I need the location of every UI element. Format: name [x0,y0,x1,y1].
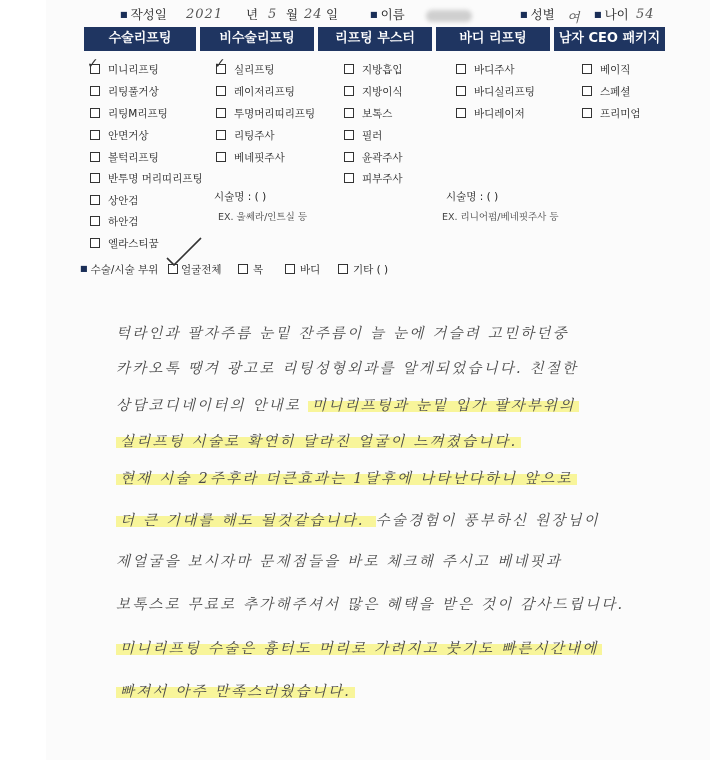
item-label: 리팅M리프팅 [108,108,168,120]
item-label: 얼굴전체 [181,264,222,276]
checkbox-item[interactable] [344,106,392,121]
checkbox[interactable] [90,216,100,226]
checkbox[interactable] [216,152,226,162]
checkbox[interactable] [216,86,226,96]
procedure-example-right: EX. 리니어펌/베네핏주사 등 [442,212,559,223]
name-label: 이름 [380,7,405,22]
checkmark-icon: ✓ [87,56,99,72]
highlighted-text: 실리프팅 시술로 확연히 달라진 얼굴이 느껴졌습니다. [116,434,521,450]
checkbox-item[interactable] [582,62,630,77]
item-label: 기타 ( ) [353,264,389,276]
date-year: 2021 [186,7,224,22]
checkbox-item[interactable] [90,84,159,99]
item-label: 보톡스 [362,108,393,120]
item-label: 리팅풀거상 [108,86,159,98]
item-label: 실리프팅 [234,64,275,76]
checkbox-item[interactable] [344,62,403,77]
procedure-name-right[interactable]: 시술명 : ( ) [446,191,499,203]
procedure-example-left: EX. 울쎄라/인트실 등 [218,212,308,223]
day-unit: 일 [326,7,339,22]
checkbox-item[interactable] [216,150,285,165]
year-unit: 년 [246,7,259,22]
item-label: 하안검 [108,216,139,228]
item-label: 바디주사 [474,64,515,76]
age-label-wrap: ■ 나이 [594,7,629,22]
item-label: 피부주사 [362,173,403,185]
item-label: 상안검 [108,195,139,207]
date-day: 24 [304,7,323,22]
checkbox[interactable] [90,238,100,248]
item-label: 반투명 머리띠리프팅 [108,173,203,185]
item-label: 안면거상 [108,130,149,142]
handwriting-text: 상담코디네이터의 안내로 [116,398,308,414]
name-redacted [426,10,472,22]
item-label: 목 [253,264,264,276]
handwriting-line [116,467,577,488]
age-label: 나이 [604,7,629,22]
checkbox-item[interactable] [90,106,168,121]
checkbox-item[interactable] [238,262,263,277]
checkmark-icon: ✓ [214,56,226,72]
gender-value: 여 [567,11,581,26]
checkbox-item[interactable] [456,106,525,121]
square-bullet-icon: ■ [80,264,88,273]
checkbox-item[interactable] [90,214,138,229]
date-month: 5 [268,7,278,22]
handwriting-text: 보톡스로 무료로 추가해주셔서 많은 혜택을 받은 것이 감사드립니다. [116,597,625,613]
checkbox[interactable] [456,64,466,74]
checkbox[interactable] [344,173,354,183]
checkbox-item[interactable] [90,193,138,208]
highlighted-text: 더 큰 기대를 해도 될것같습니다. [116,513,376,529]
handwriting-line [116,637,602,658]
checkbox[interactable] [344,130,354,140]
checkbox-item[interactable] [90,62,159,77]
item-label: 베네핏주사 [234,152,285,164]
item-label: 엘라스티꿈 [108,238,159,250]
checkbox[interactable] [90,152,100,162]
tab-surgical-lifting: 수술리프팅 [84,27,196,51]
highlighted-text: 빠져서 아주 만족스러웠습니다. [116,684,355,700]
checkbox[interactable] [90,108,100,118]
procedure-name-left[interactable]: 시술명 : ( ) [214,191,267,203]
handwriting-line [116,680,355,701]
area-label-wrap [80,262,158,277]
date-label: 작성일 [130,7,167,22]
checkbox-item[interactable] [582,84,630,99]
checkbox[interactable] [344,108,354,118]
checkbox[interactable] [344,64,354,74]
checkbox[interactable] [216,130,226,140]
checkbox-item[interactable] [90,236,159,251]
item-label: 바디레이저 [474,108,525,120]
checkbox-item[interactable] [90,150,159,165]
highlighted-text: 미니리프팅과 눈밑 입가 팔자부위의 [308,398,580,414]
month-unit: 월 [286,7,299,22]
checkbox[interactable] [582,64,592,74]
left-margin [0,0,46,760]
checkbox-item[interactable] [344,150,403,165]
checkbox[interactable] [582,86,592,96]
checkbox[interactable] [582,108,592,118]
item-label: 바디실리프팅 [474,86,535,98]
item-label: 윤곽주사 [362,152,403,164]
name-label-wrap: ■ 이름 [370,7,405,22]
handwriting-line [116,430,521,451]
handwriting-text: 턱라인과 팔자주름 눈밑 잔주름이 늘 눈에 거슬려 고민하던중 [116,326,569,342]
item-label: 레이저리프팅 [234,86,295,98]
checkbox-item[interactable] [216,106,315,121]
tab-lifting-booster: 리프팅 부스터 [318,27,432,51]
checkbox-item[interactable] [216,84,295,99]
highlighted-text: 현재 시술 2주후라 더큰효과는 1달후에 나타난다하니 앞으로 [116,471,577,487]
item-label: 투명머리띠리프팅 [234,108,316,120]
handwriting-line [116,593,624,614]
item-label: 지방이식 [362,86,403,98]
checkbox-item[interactable] [344,171,403,186]
highlighted-text: 미니리프팅 수술은 흉터도 머리로 가려지고 붓기도 빠른시간내에 [116,641,602,657]
handwriting-text: 제얼굴을 보시자마 문제점들을 바로 체크해 주시고 베네핏과 [116,554,563,570]
info-row [0,3,710,25]
handwriting-line [116,357,578,378]
handwriting-line [116,394,579,415]
handwriting-line [116,550,562,571]
checkbox-item[interactable] [216,128,275,143]
item-label: 바디 [300,264,321,276]
date-label-wrap: ■ 작성일 [120,7,167,22]
checkbox-item[interactable] [344,84,403,99]
handwriting-text: 더 큰 기대를 해도 될것같습니다. 수술경험이 풍부하신 원장님이 [116,513,600,529]
item-label: 볼턱리프팅 [108,152,159,164]
gender-label-wrap: ■ 성별 [520,7,555,22]
checkbox-item[interactable] [456,84,535,99]
checkbox[interactable] [456,86,466,96]
checkbox[interactable] [456,108,466,118]
checkbox-item[interactable] [338,262,388,277]
large-checkmark-icon [164,236,204,266]
checkbox[interactable] [90,86,100,96]
checkbox-item[interactable] [344,128,382,143]
checkbox[interactable] [344,152,354,162]
gender-label: 성별 [530,7,555,22]
tab-ceo-package: 남자 CEO 패키지 [554,27,665,51]
item-label: 지방흡입 [362,64,403,76]
handwriting-line [116,322,569,343]
checkbox[interactable] [238,264,248,274]
checkbox-item[interactable] [90,171,203,186]
checkbox[interactable] [90,195,100,205]
checkbox-item[interactable] [456,62,515,77]
item-label: 프리미엄 [600,108,641,120]
checkbox[interactable] [338,264,348,274]
area-label: 수술/시술 부위 [90,264,159,276]
checkbox[interactable] [90,130,100,140]
checkbox[interactable] [285,264,295,274]
checkbox-item[interactable] [582,106,641,121]
item-label: 스페셜 [600,86,631,98]
tab-body-lifting: 바디 리프팅 [436,27,550,51]
checkbox-item[interactable] [285,262,320,277]
tab-non-surgical-lifting: 비수술리프팅 [200,27,314,51]
age-value: 54 [636,7,655,22]
item-label: 미니리프팅 [108,64,159,76]
handwriting-text: 카카오톡 땡겨 광고로 리팅성형외과를 알게되었습니다. 친절한 [116,361,579,377]
item-label: 필러 [362,130,383,142]
checkbox[interactable] [344,86,354,96]
item-label: 리팅주사 [234,130,275,142]
checkbox[interactable] [90,173,100,183]
checkbox[interactable] [216,108,226,118]
checkbox-item[interactable] [90,128,149,143]
handwriting-line [116,509,600,530]
item-label: 베이직 [600,64,631,76]
